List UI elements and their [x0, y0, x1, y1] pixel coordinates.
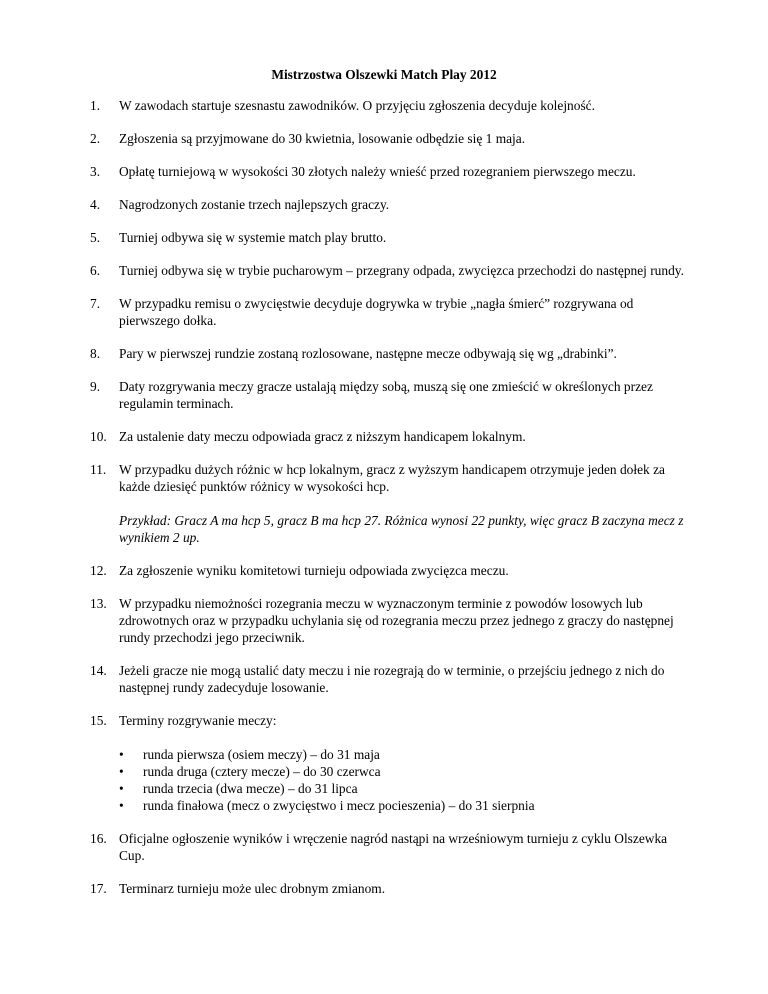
round-item [119, 746, 690, 763]
rule-number: 7. [90, 296, 101, 311]
rule-item-9 [90, 378, 690, 412]
rule-text: Nagrodzonych zostanie trzech najlepszych graczy. [119, 197, 390, 212]
rule-item-5 [90, 229, 690, 246]
rule-number: 2. [90, 131, 101, 146]
rule-number: 14. [90, 663, 107, 678]
rule-text: Terminarz turnieju może ulec drobnym zmianom. [119, 881, 386, 896]
document-title: Mistrzostwa Olszewki Match Play 2012 [271, 67, 497, 82]
rule-number: 13. [90, 596, 107, 611]
bullet-icon: • [119, 781, 124, 796]
rule-item-12 [90, 562, 690, 579]
round-item [119, 763, 690, 780]
rule-item-17 [90, 880, 690, 897]
rounds-list [119, 746, 690, 814]
rule-text: Oficjalne ogłoszenie wyników i wręczenie nagród nastąpi na wrześniowym turnieju z cyklu Olszewka Cup. [119, 831, 668, 863]
bullet-icon: • [119, 747, 124, 762]
rule-item-7 [90, 295, 690, 329]
rule-text: W zawodach startuje szesnastu zawodników. O przyjęciu zgłoszenia decyduje kolejność. [119, 98, 595, 113]
rule-number: 8. [90, 346, 101, 361]
round-text: runda finałowa (mecz o zwycięstwo i mecz pocieszenia) – do 31 sierpnia [143, 798, 535, 813]
rule-item-11 [90, 461, 690, 546]
round-text: runda trzecia (dwa mecze) – do 31 lipca [143, 781, 358, 796]
rule-example: Przykład: Gracz A ma hcp 5, gracz B ma hcp 27. Różnica wynosi 22 punkty, więc gracz B zaczyna mecz z wynikiem 2 up. [119, 513, 684, 545]
rule-number: 10. [90, 429, 107, 444]
rule-item-15 [90, 712, 690, 814]
rule-item-2 [90, 130, 690, 147]
rule-text: Daty rozgrywania meczy gracze ustalają między sobą, muszą się one zmieścić w określonych przez regulamin terminach. [119, 379, 653, 411]
bullet-icon: • [119, 764, 124, 779]
rule-text: Turniej odbywa się w trybie pucharowym – przegrany odpada, zwycięzca przechodzi do następnej rundy. [119, 263, 684, 278]
rule-item-6 [90, 262, 690, 279]
rule-text: Turniej odbywa się w systemie match play brutto. [119, 230, 387, 245]
bullet-icon: • [119, 798, 124, 813]
rules-list [90, 97, 690, 913]
rule-number: 12. [90, 563, 107, 578]
rule-item-14 [90, 662, 690, 696]
rule-number: 3. [90, 164, 101, 179]
rule-text: Za zgłoszenie wyniku komitetowi turnieju odpowiada zwycięzca meczu. [119, 563, 509, 578]
rule-text: Opłatę turniejową w wysokości 30 złotych należy wnieść przed rozegraniem pierwszego meczu. [119, 164, 636, 179]
rule-number: 6. [90, 263, 101, 278]
rule-number: 9. [90, 379, 101, 394]
rule-text: Jeżeli gracze nie mogą ustalić daty meczu i nie rozegrają do w terminie, o przejściu jednego z nich do następnej rundy zadecyduje losowanie. [119, 663, 665, 695]
rule-item-4 [90, 196, 690, 213]
rule-text: Za ustalenie daty meczu odpowiada gracz z niższym handicapem lokalnym. [119, 429, 526, 444]
round-item [119, 780, 690, 797]
round-item [119, 797, 690, 814]
rule-number: 16. [90, 831, 107, 846]
rule-number: 4. [90, 197, 101, 212]
rule-number: 5. [90, 230, 101, 245]
rule-number: 17. [90, 881, 107, 896]
rule-item-1 [90, 97, 690, 114]
rule-item-8 [90, 345, 690, 362]
round-text: runda druga (cztery mecze) – do 30 czerwca [143, 764, 381, 779]
round-text: runda pierwsza (osiem meczy) – do 31 maja [143, 747, 380, 762]
rule-text: W przypadku niemożności rozegrania meczu w wyznaczonym terminie z powodów losowych lub zdrowotnych oraz w przypadku uchylania się od rozegrania meczu przez jednego z graczy do następnej rundy przechodzi jego przeciwnik. [119, 596, 674, 645]
rule-number: 11. [90, 462, 107, 477]
rule-number: 15. [90, 713, 107, 728]
rule-item-3 [90, 163, 690, 180]
rule-text: Zgłoszenia są przyjmowane do 30 kwietnia, losowanie odbędzie się 1 maja. [119, 131, 526, 146]
rule-number: 1. [90, 98, 101, 113]
rule-text: Pary w pierwszej rundzie zostaną rozlosowane, następne mecze odbywają się wg „drabinki”. [119, 346, 617, 361]
rule-text: Terminy rozgrywanie meczy: [119, 713, 277, 728]
rule-item-10 [90, 428, 690, 445]
rule-text: W przypadku dużych różnic w hcp lokalnym, gracz z wyższym handicapem otrzymuje jeden dołek za każde dziesięć punktów różnicy w wysokości hcp. [119, 462, 665, 494]
rule-text: W przypadku remisu o zwycięstwie decyduje dogrywka w trybie „nagła śmierć” rozgrywana od pierwszego dołka. [119, 296, 634, 328]
rule-item-16 [90, 830, 690, 864]
rule-item-13 [90, 595, 690, 646]
